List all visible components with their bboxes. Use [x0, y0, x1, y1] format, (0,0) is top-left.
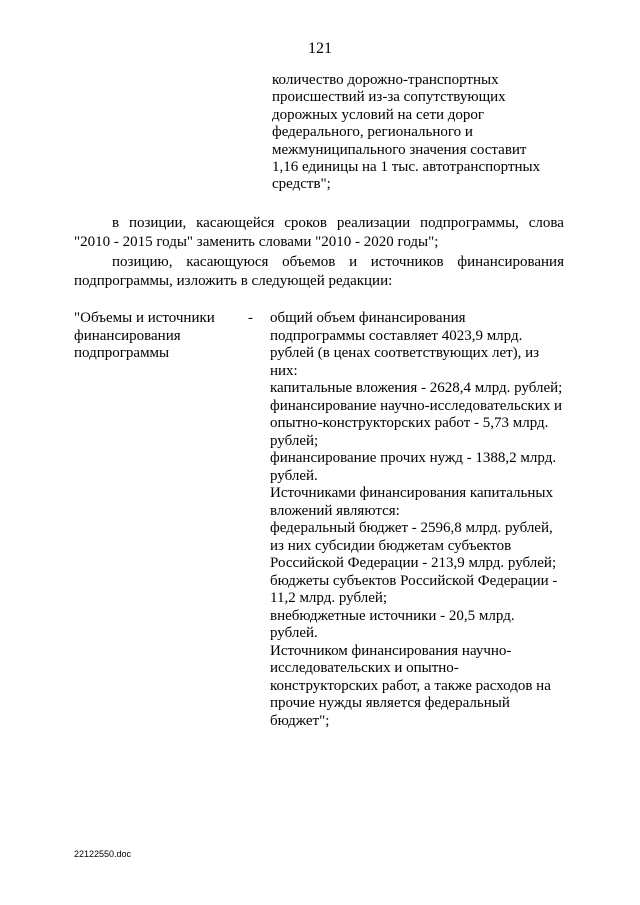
- text-line: вложений являются:: [270, 502, 400, 519]
- passport-separator: -: [248, 310, 253, 326]
- word: объемов: [282, 254, 336, 270]
- text-line: происшествий из-за сопутствующих: [272, 89, 506, 106]
- word: и: [349, 254, 358, 270]
- paragraph-line: [74, 253, 564, 272]
- text-line: Источниками финансирования капитальных: [270, 485, 553, 501]
- word: позиции,: [128, 215, 187, 231]
- document-code: 22122550.doc: [74, 849, 132, 859]
- word: финансирования: [457, 254, 564, 270]
- word: сроков: [284, 215, 327, 231]
- word: в: [112, 215, 120, 231]
- word: подпрограммы,: [420, 215, 519, 231]
- text-line: опытно-конструкторских работ - 5,73 млрд.: [270, 415, 549, 431]
- word: источников: [370, 254, 444, 270]
- text-line: бюджет";: [270, 712, 330, 729]
- word: позицию,: [112, 254, 173, 270]
- paragraph-line: "2010 - 2015 годы" заменить словами "2010 - 2020 годы";: [74, 234, 439, 250]
- text-line: прочие нужды является федеральный: [270, 695, 510, 711]
- text-line: межмуниципального значения составит: [272, 141, 527, 158]
- text-line: финансирования: [74, 327, 181, 344]
- word: касающуюся: [186, 254, 269, 270]
- word: касающейся: [196, 215, 275, 231]
- text-line: дорожных условий на сети дорог: [272, 106, 485, 123]
- text-line: общий объем финансирования: [270, 310, 466, 326]
- text-line: бюджеты субъектов Российской Федерации -: [270, 572, 558, 589]
- word: реализации: [336, 215, 411, 231]
- paragraph-term-change: [74, 214, 564, 252]
- text-line: федерального, регионального и: [272, 124, 473, 141]
- page-number: 121: [308, 40, 332, 57]
- continuation-text: [272, 72, 572, 194]
- text-line: количество дорожно-транспортных: [272, 72, 499, 88]
- paragraph-line: [74, 214, 564, 233]
- text-line: внебюджетные источники - 20,5 млрд.: [270, 607, 515, 624]
- text-line: подпрограммы: [74, 345, 170, 361]
- text-line: исследовательских и опытно-: [270, 660, 459, 676]
- passport-item-value: [270, 310, 570, 730]
- text-line: финансирование научно-исследовательских и: [270, 397, 563, 414]
- text-line: капитальные вложения - 2628,4 млрд. рублей;: [270, 380, 563, 396]
- text-line: Источником финансирования научно-: [270, 642, 512, 659]
- paragraph-line: подпрограммы, изложить в следующей редакции:: [74, 273, 393, 289]
- passport-item-title: [74, 310, 215, 363]
- paragraph-funding-intro: [74, 253, 564, 291]
- text-line: 1,16 единицы на 1 тыс. автотранспортных: [272, 159, 541, 176]
- text-line: конструкторских работ, а также расходов на: [270, 677, 551, 694]
- text-line: 11,2 млрд. рублей;: [270, 590, 388, 606]
- text-line: Российской Федерации - 213,9 млрд. рублей;: [270, 555, 557, 571]
- text-line: средств";: [272, 176, 331, 193]
- text-line: подпрограммы составляет 4023,9 млрд.: [270, 327, 523, 344]
- text-line: федеральный бюджет - 2596,8 млрд. рублей,: [270, 520, 553, 536]
- text-line: рублей.: [270, 467, 318, 484]
- text-line: финансирование прочих нужд - 1388,2 млрд.: [270, 450, 557, 466]
- text-line: "Объемы и источники: [74, 310, 215, 326]
- text-line: рублей (в ценах соответствующих лет), из: [270, 345, 540, 361]
- text-line: из них субсидии бюджетам субъектов: [270, 537, 512, 554]
- word: слова: [528, 215, 564, 231]
- text-line: рублей.: [270, 625, 318, 641]
- text-line: рублей;: [270, 432, 319, 449]
- text-line: них:: [270, 362, 298, 379]
